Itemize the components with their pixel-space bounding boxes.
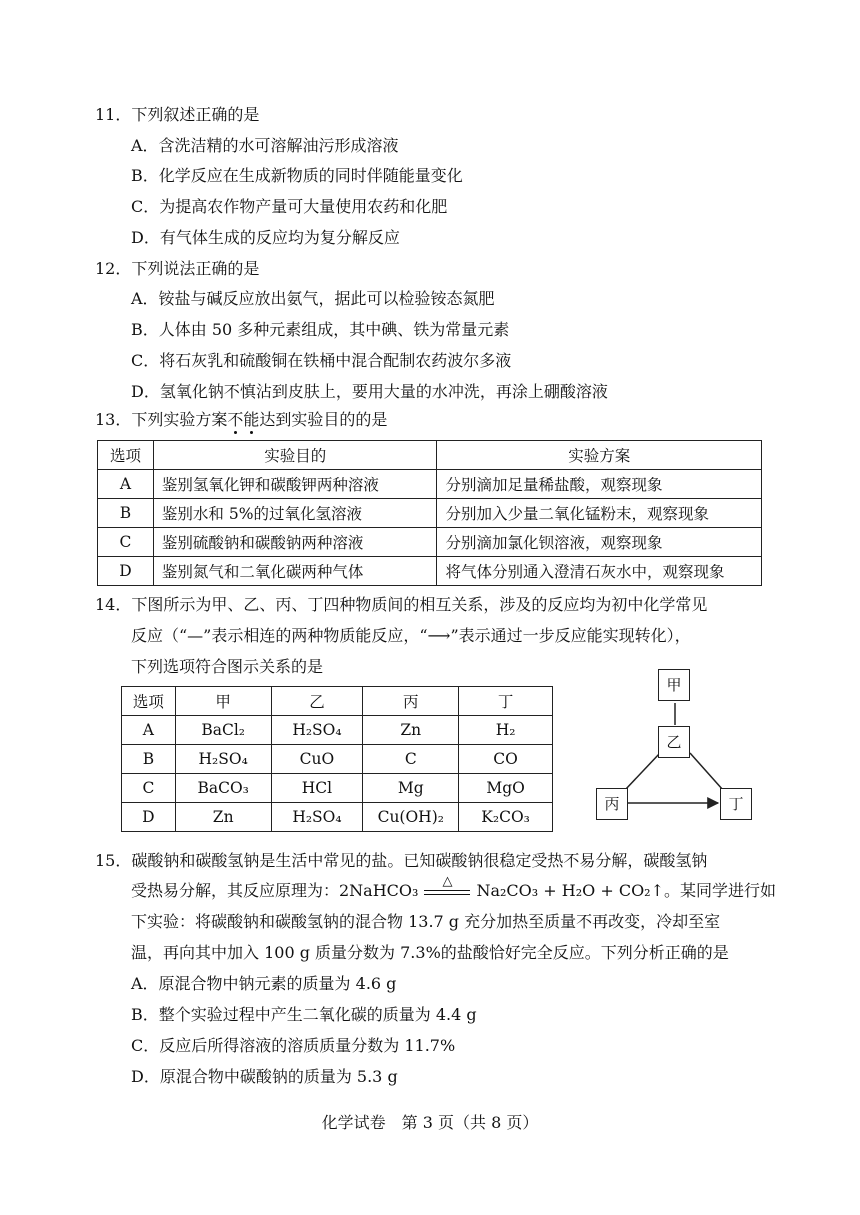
- q14-line2: 反应（“—”表示相连的两种物质能反应，“⟶”表示通过一步反应能实现转化），: [131, 626, 691, 645]
- q15-option-b: B．整个实验过程中产生二氧化碳的质量为 4.4 g: [131, 1005, 477, 1024]
- diagram-node-yi: 乙: [658, 726, 690, 758]
- q15-line2: [131, 874, 777, 902]
- link-yi-ding: [690, 753, 723, 790]
- table-cell: Zn: [175, 803, 271, 832]
- table-cell: H₂SO₄: [271, 803, 363, 832]
- q14-line3: 下列选项符合图示关系的是: [131, 657, 324, 676]
- table-cell: 分别滴加足量稀盐酸，观察现象: [437, 470, 762, 499]
- q15-option-d: D．原混合物中碳酸钠的质量为 5.3 g: [131, 1067, 398, 1086]
- table-row: [122, 745, 553, 774]
- table-cell: Mg: [363, 774, 459, 803]
- q13-stem-before: 13．下列实验方案: [95, 410, 228, 429]
- table-header-row: [98, 441, 762, 470]
- table-row: [122, 716, 553, 745]
- diagram-node-bing: 丙: [596, 788, 628, 820]
- q13-stem-after: 达到实验目的的是: [259, 410, 388, 429]
- table-cell: D: [98, 557, 154, 586]
- table-row: [98, 557, 762, 586]
- table-row: [98, 470, 762, 499]
- table-cell: H₂: [459, 716, 553, 745]
- table-cell: H₂SO₄: [175, 745, 271, 774]
- page-footer: 化学试卷 第 3 页（共 8 页）: [321, 1113, 539, 1132]
- table-cell: Zn: [363, 716, 459, 745]
- table-cell: CO: [459, 745, 553, 774]
- table-cell: BaCO₃: [175, 774, 271, 803]
- table-row: [122, 774, 553, 803]
- table-cell: 鉴别硫酸钠和碳酸钠两种溶液: [153, 528, 437, 557]
- q14-header-ding: 丁: [459, 687, 553, 716]
- q11-option-b: B．化学反应在生成新物质的同时伴随能量变化: [131, 166, 463, 185]
- emphasis-char: 能: [243, 410, 260, 429]
- table-cell: K₂CO₃: [459, 803, 553, 832]
- q11-stem: 11．下列叙述正确的是: [95, 105, 260, 124]
- table-row: [98, 528, 762, 557]
- table-cell: 分别滴加氯化钡溶液，观察现象: [437, 528, 762, 557]
- table-cell: 将气体分别通入澄清石灰水中，观察现象: [437, 557, 762, 586]
- q11-option-d: D．有气体生成的反应均为复分解反应: [131, 228, 400, 247]
- table-header-row: [122, 687, 553, 716]
- table-row: [122, 803, 553, 832]
- diagram-node-ding: 丁: [720, 788, 752, 820]
- table-cell: H₂SO₄: [271, 716, 363, 745]
- table-cell: A: [122, 716, 176, 745]
- table-cell: C: [98, 528, 154, 557]
- table-cell: 鉴别氮气和二氧化碳两种气体: [153, 557, 437, 586]
- q15-equation-right: Na₂CO₃ + H₂O + CO₂↑。某同学进行如: [476, 881, 777, 900]
- table-cell: B: [98, 499, 154, 528]
- q12-option-d: D．氢氧化钠不慎沾到皮肤上，要用大量的水冲洗，再涂上硼酸溶液: [131, 382, 608, 401]
- q11-option-a: A．含洗洁精的水可溶解油污形成溶液: [131, 136, 399, 155]
- q14-header-jia: 甲: [175, 687, 271, 716]
- table-cell: MgO: [459, 774, 553, 803]
- reaction-condition: [422, 874, 472, 902]
- q11-option-c: C．为提高农作物产量可大量使用农药和化肥: [131, 197, 448, 216]
- table-cell: D: [122, 803, 176, 832]
- q13-stem-emphasis: [227, 410, 259, 429]
- emphasis-char: 不: [227, 410, 244, 429]
- q14-header-yi: 乙: [271, 687, 363, 716]
- heat-symbol-icon: △: [442, 874, 453, 889]
- q15-equation-left: 受热易分解，其反应原理为：2NaHCO₃: [131, 881, 419, 900]
- table-cell: BaCl₂: [175, 716, 271, 745]
- table-row: [98, 499, 762, 528]
- q14-table: [121, 686, 553, 832]
- table-cell: Cu(OH)₂: [363, 803, 459, 832]
- diagram-node-jia: 甲: [658, 669, 690, 701]
- q12-option-b: B．人体由 50 多种元素组成，其中碘、铁为常量元素: [131, 320, 510, 339]
- q14-header-option: 选项: [122, 687, 176, 716]
- q15-line4: 温，再向其中加入 100 g 质量分数为 7.3%的盐酸恰好完全反应。下列分析正确的是: [131, 943, 729, 962]
- link-yi-bing: [625, 753, 660, 790]
- table-cell: C: [122, 774, 176, 803]
- q14-header-bing: 丙: [363, 687, 459, 716]
- q15-line3: 下实验：将碳酸钠和碳酸氢钠的混合物 13.7 g 充分加热至质量不再改变，冷却至室: [131, 912, 721, 931]
- table-cell: A: [98, 470, 154, 499]
- q13-header-purpose: 实验目的: [153, 441, 437, 470]
- table-cell: 鉴别水和 5%的过氧化氢溶液: [153, 499, 437, 528]
- q14-line1: 14．下图所示为甲、乙、丙、丁四种物质间的相互关系，涉及的反应均为初中化学常见: [95, 595, 708, 614]
- q12-option-a: A．铵盐与碱反应放出氨气，据此可以检验铵态氮肥: [131, 289, 495, 308]
- q15-line1: 15．碳酸钠和碳酸氢钠是生活中常见的盐。已知碳酸钠很稳定受热不易分解，碳酸氢钠: [95, 851, 708, 870]
- table-cell: B: [122, 745, 176, 774]
- q15-option-a: A．原混合物中钠元素的质量为 4.6 g: [131, 974, 397, 993]
- q13-table: [97, 440, 762, 586]
- table-cell: 分别加入少量二氧化锰粉末，观察现象: [437, 499, 762, 528]
- q13-header-plan: 实验方案: [437, 441, 762, 470]
- q13-header-option: 选项: [98, 441, 154, 470]
- q12-stem: 12．下列说法正确的是: [95, 259, 260, 278]
- table-cell: C: [363, 745, 459, 774]
- table-cell: 鉴别氢氧化钾和碳酸钾两种溶液: [153, 470, 437, 499]
- table-cell: HCl: [271, 774, 363, 803]
- q13-stem: [95, 409, 387, 431]
- q15-option-c: C．反应后所得溶液的溶质质量分数为 11.7%: [131, 1036, 456, 1055]
- table-cell: CuO: [271, 745, 363, 774]
- q12-option-c: C．将石灰乳和硫酸铜在铁桶中混合配制农药波尔多液: [131, 351, 512, 370]
